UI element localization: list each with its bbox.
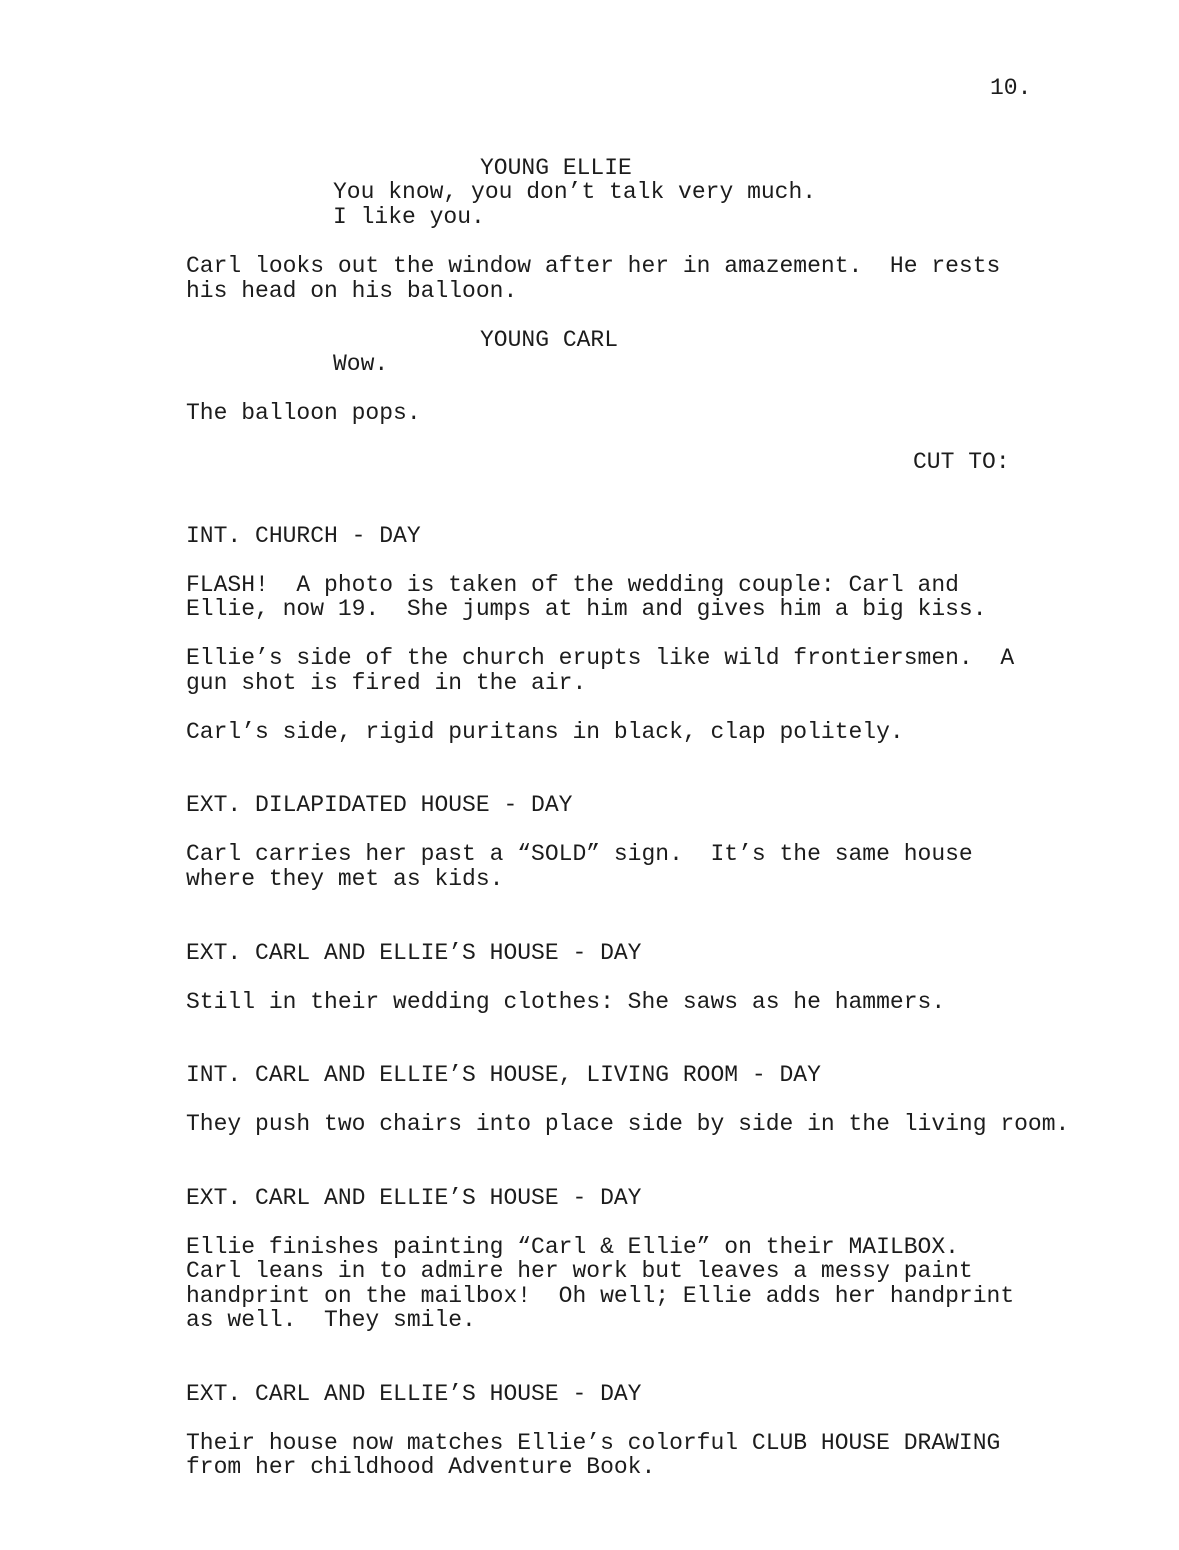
action-line: Still in their wedding clothes: She saws as he hammers. — [186, 989, 946, 1015]
scene-heading: EXT. CARL AND ELLIE’S HOUSE - DAY — [186, 1185, 642, 1211]
action-line: handprint on the mailbox! Oh well; Ellie adds her handprint — [186, 1283, 1015, 1309]
scene-heading: INT. CHURCH - DAY — [186, 523, 421, 549]
scene-heading: EXT. CARL AND ELLIE’S HOUSE - DAY — [186, 940, 642, 966]
character-name: YOUNG CARL — [480, 327, 619, 353]
transition: CUT TO: — [913, 449, 1010, 475]
action-line: Carl leans in to admire her work but leaves a messy paint — [186, 1258, 973, 1284]
action-line: Their house now matches Ellie’s colorful CLUB HOUSE DRAWING — [186, 1430, 1001, 1456]
scene-heading: EXT. CARL AND ELLIE’S HOUSE - DAY — [186, 1381, 642, 1407]
action-line: FLASH! A photo is taken of the wedding couple: Carl and — [186, 572, 959, 598]
character-name: YOUNG ELLIE — [480, 155, 632, 181]
action-line: Carl looks out the window after her in amazement. He rests — [186, 253, 1001, 279]
action-line: They push two chairs into place side by side in the living room. — [186, 1111, 1070, 1137]
action-line: Ellie finishes painting “Carl & Ellie” on their MAILBOX. — [186, 1234, 959, 1260]
action-line: Carl’s side, rigid puritans in black, clap politely. — [186, 719, 904, 745]
action-line: The balloon pops. — [186, 400, 421, 426]
page-number: 10. — [990, 75, 1032, 101]
action-line: Carl carries her past a “SOLD” sign. It’s the same house — [186, 841, 973, 867]
action-line: as well. They smile. — [186, 1307, 476, 1333]
action-line: Ellie, now 19. She jumps at him and gives him a big kiss. — [186, 596, 987, 622]
action-line: where they met as kids. — [186, 866, 504, 892]
dialogue-line: You know, you don’t talk very much. — [333, 179, 817, 205]
dialogue-line: I like you. — [333, 204, 485, 230]
action-line: gun shot is fired in the air. — [186, 670, 587, 696]
action-line: Ellie’s side of the church erupts like wild frontiersmen. A — [186, 645, 1015, 671]
dialogue-line: Wow. — [333, 351, 389, 377]
action-line: from her childhood Adventure Book. — [186, 1454, 656, 1480]
action-line: his head on his balloon. — [186, 278, 518, 304]
scene-heading: EXT. DILAPIDATED HOUSE - DAY — [186, 792, 573, 818]
scene-heading: INT. CARL AND ELLIE’S HOUSE, LIVING ROOM - DAY — [186, 1062, 821, 1088]
